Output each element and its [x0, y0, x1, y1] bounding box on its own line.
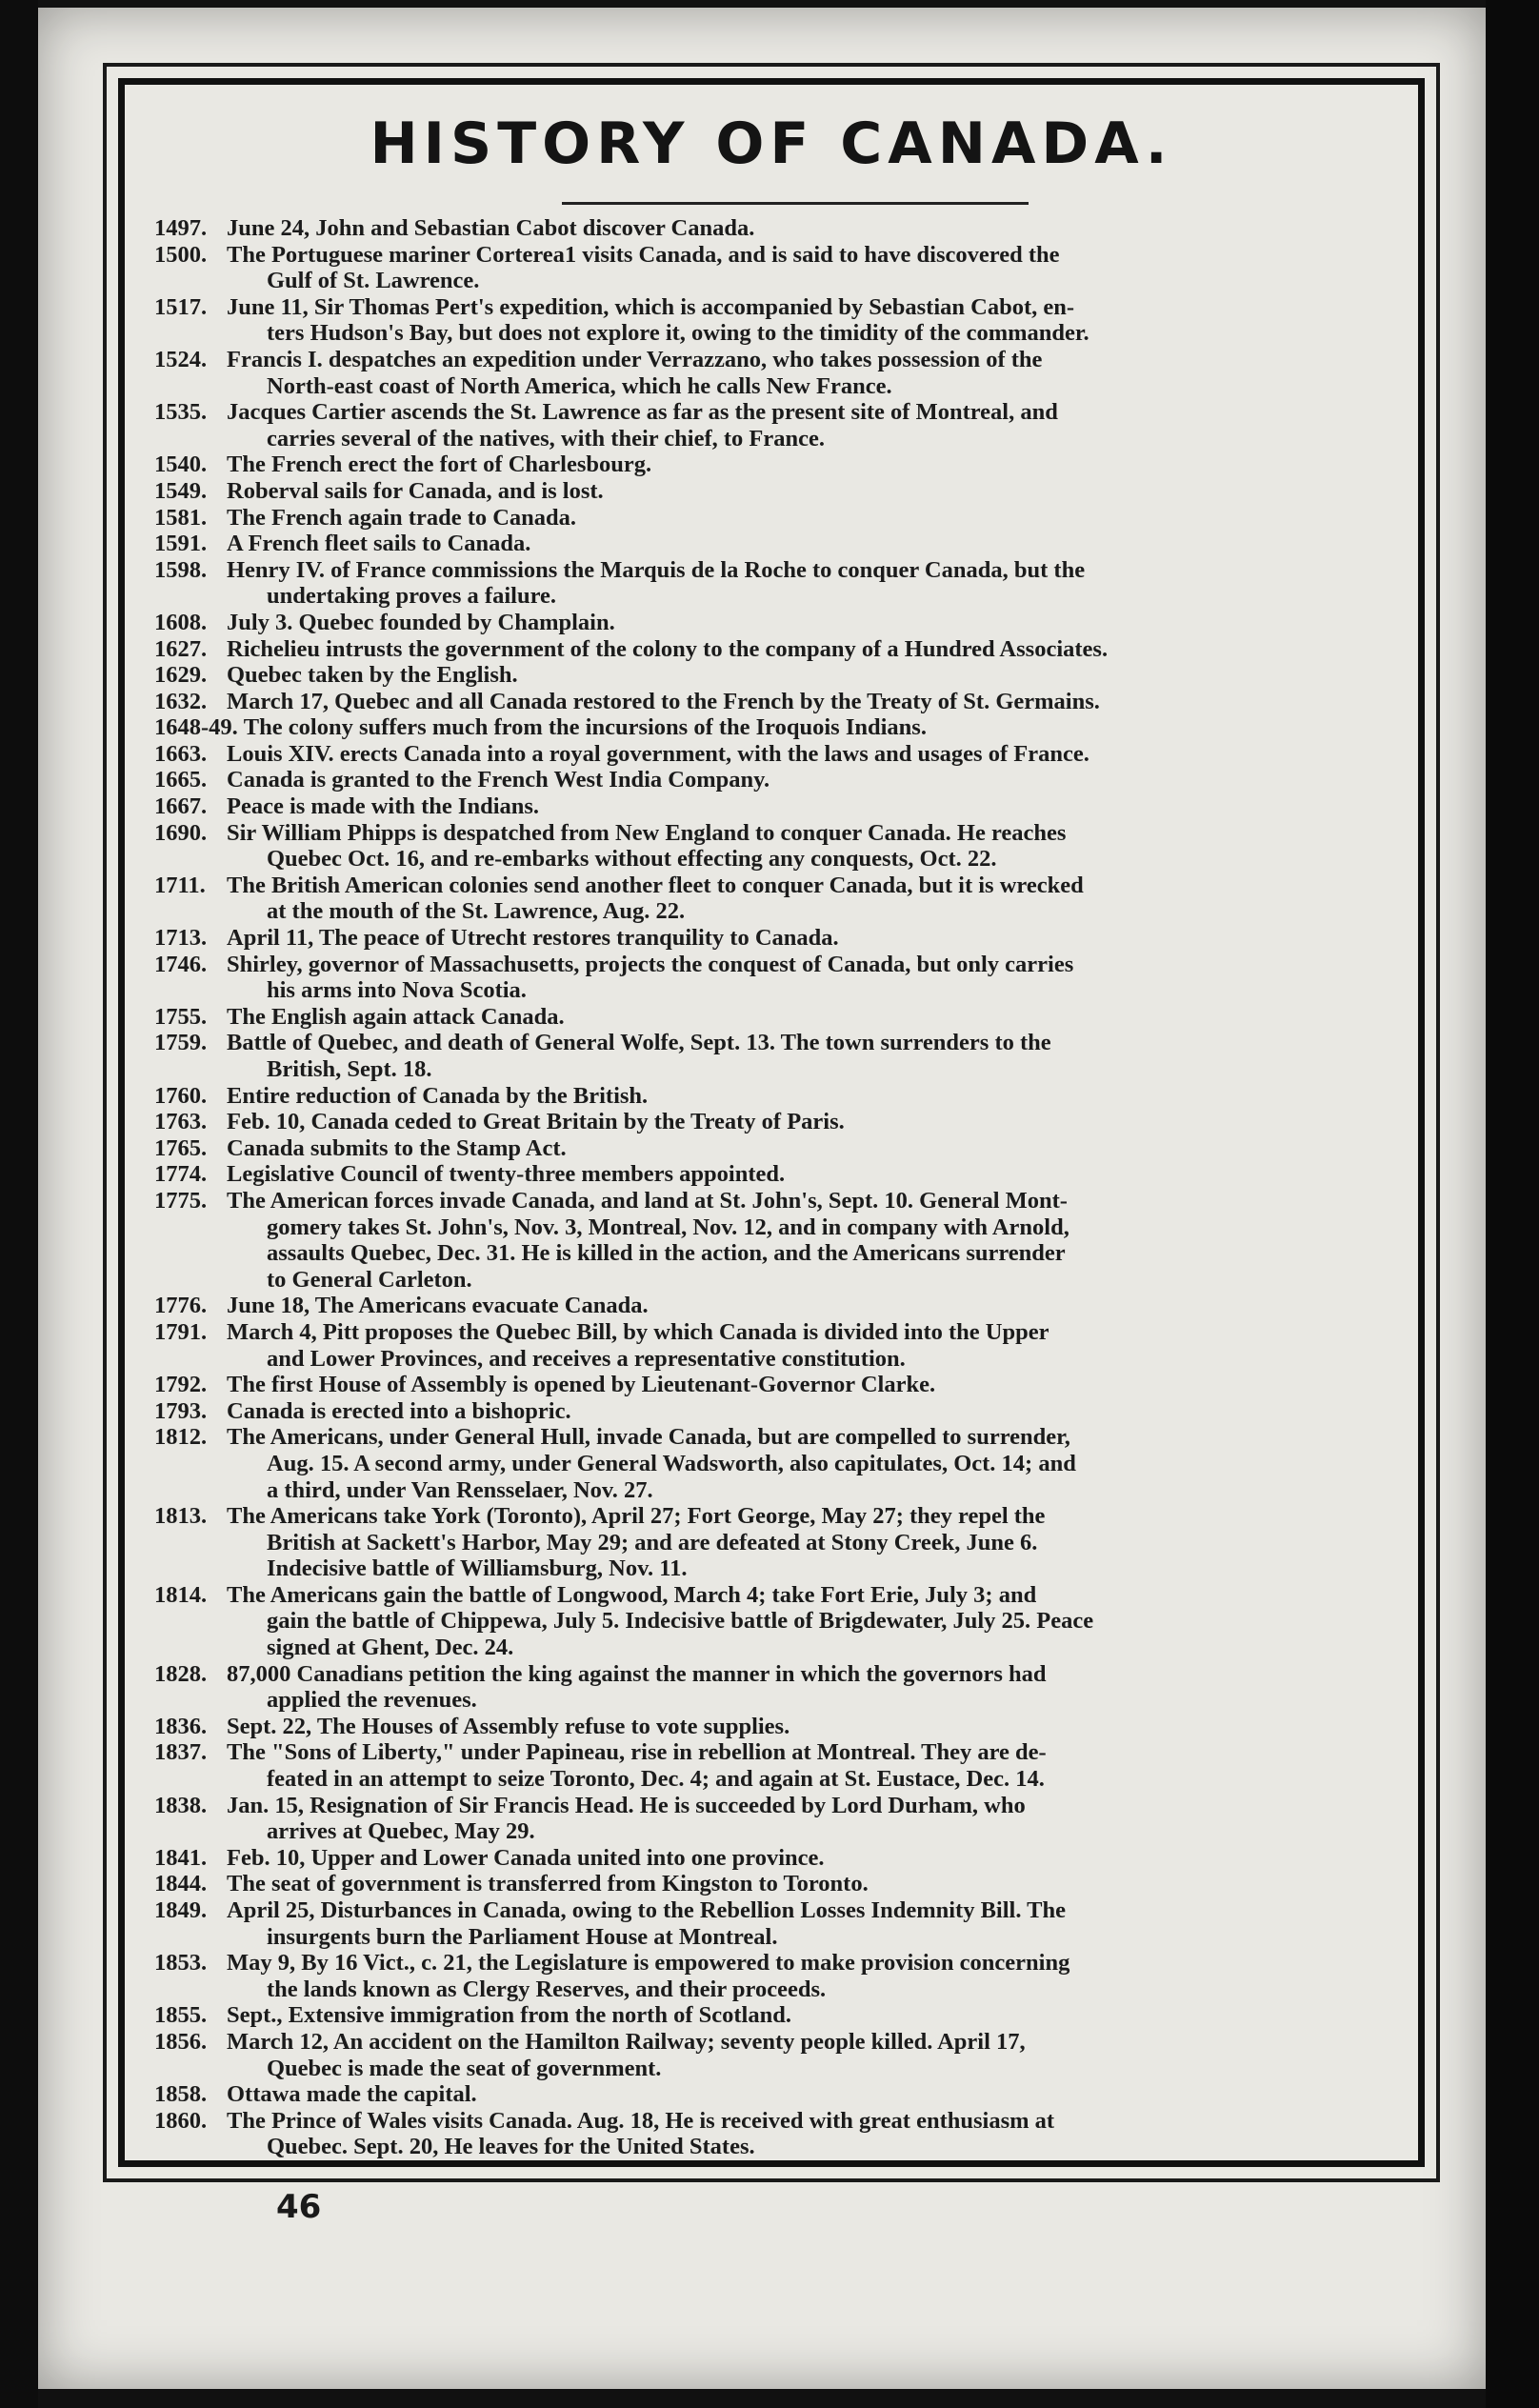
entry-year: 1581. [154, 504, 208, 531]
timeline-entry [154, 452, 1409, 478]
timeline-entry [154, 1871, 1409, 1897]
entry-text: Canada is erected into a bishopric. [227, 1397, 571, 1424]
entry-year: 1849. [154, 1897, 208, 1923]
entry-year: 1549. [154, 477, 208, 504]
entry-text-continued: assaults Quebec, Dec. 31. He is killed in the action, and the Americans surrender [267, 1240, 1066, 1267]
entry-year: 1793. [154, 1397, 208, 1424]
entry-text: Quebec taken by the English. [227, 662, 518, 689]
timeline-entry [154, 1004, 1409, 1031]
entry-text: Entire reduction of Canada by the British. [227, 1082, 649, 1109]
timeline-entry [154, 1030, 1409, 1082]
entry-year: 1856. [154, 2028, 208, 2055]
timeline-entry [154, 1503, 1409, 1582]
timeline-entry [154, 2029, 1409, 2081]
timeline-entry [154, 242, 1409, 294]
entry-year: 1791. [154, 1318, 208, 1345]
entry-year: 1713. [154, 925, 208, 952]
entry-text-continued: gain the battle of Chippewa, July 5. Indecisive battle of Brigdewater, July 25. Peace [267, 1608, 1094, 1635]
entry-text-continued: signed at Ghent, Dec. 24. [267, 1635, 514, 1661]
entry-year: 1760. [154, 1082, 208, 1109]
entry-text-continued: North-east coast of North America, which he calls New France. [267, 372, 892, 399]
timeline-entry [154, 557, 1409, 610]
entry-year: 1517. [154, 293, 208, 320]
entry-year: 1860. [154, 2107, 208, 2134]
entry-year: 1497. [154, 215, 208, 241]
entry-year: 1524. [154, 346, 208, 372]
entry-year: 1841. [154, 1844, 208, 1871]
timeline-entry [154, 1319, 1409, 1372]
entry-text: The seat of government is transferred from Kingston to Toronto. [227, 1871, 869, 1897]
entry-text: May 9, By 16 Vict., c. 21, the Legislature is empowered to make provision concerning [227, 1950, 1070, 1977]
entry-text-continued: Quebec. Sept. 20, He leaves for the United States. [267, 2134, 755, 2160]
timeline-entry [154, 2002, 1409, 2029]
entry-text-continued: Quebec Oct. 16, and re-embarks without effecting any conquests, Oct. 22. [267, 846, 997, 873]
entry-year: 1858. [154, 2081, 208, 2108]
timeline-entry [154, 662, 1409, 689]
entry-year: 1828. [154, 1660, 208, 1687]
entry-text: Sept. 22, The Houses of Assembly refuse to vote supplies. [227, 1713, 790, 1739]
timeline-entry [154, 531, 1409, 557]
entry-text-continued: the lands known as Clergy Reserves, and their proceeds. [267, 1976, 827, 2002]
entry-text: July 3. Quebec founded by Champlain. [227, 609, 615, 635]
entry-year: 1765. [154, 1134, 208, 1161]
entry-text-continued: insurgents burn the Parliament House at Montreal. [267, 1923, 778, 1950]
entry-year: 1776. [154, 1293, 208, 1319]
entry-year: 1667. [154, 793, 208, 820]
entry-text: Jan. 15, Resignation of Sir Francis Head. He is succeeded by Lord Durham, who [227, 1792, 1026, 1818]
timeline-entry [154, 1083, 1409, 1110]
timeline-entry [154, 505, 1409, 532]
timeline-entry [154, 689, 1409, 715]
entry-text: Henry IV. of France commissions the Marquis de la Roche to conquer Canada, but the [227, 556, 1086, 583]
entry-text: Louis XIV. erects Canada into a royal government, with the laws and usages of France. [227, 740, 1089, 767]
entry-year: 1608. [154, 609, 208, 635]
entry-year: 1632. [154, 688, 208, 714]
entry-text: The British American colonies send another fleet to conquer Canada, but it is wrecked [227, 872, 1084, 898]
entry-year: 1591. [154, 531, 208, 557]
entry-text: The colony suffers much from the incursions of the Iroquois Indians. [243, 714, 927, 741]
entry-year: 1598. [154, 556, 208, 583]
timeline-entry [154, 347, 1409, 399]
entry-text: The Americans gain the battle of Longwood, March 4; take Fort Erie, July 3; and [227, 1581, 1037, 1608]
entry-text-continued: British, Sept. 18. [267, 1056, 432, 1082]
entry-text: March 12, An accident on the Hamilton Railway; seventy people killed. April 17, [227, 2028, 1026, 2055]
page-title: HISTORY OF CANADA. [370, 110, 1173, 177]
entry-text: Jacques Cartier ascends the St. Lawrence as far as the present site of Montreal, and [227, 399, 1058, 426]
entry-year: 1535. [154, 399, 208, 426]
timeline-entry [154, 1739, 1409, 1792]
title-rule [562, 202, 1029, 205]
entry-text: March 4, Pitt proposes the Quebec Bill, by which Canada is divided into the Upper [227, 1318, 1049, 1345]
timeline-entry [154, 1950, 1409, 2002]
timeline-entry [154, 2081, 1409, 2108]
timeline-entry [154, 741, 1409, 768]
entry-text-continued: Indecisive battle of Williamsburg, Nov. 11. [267, 1555, 688, 1582]
entry-text: Sir William Phipps is despatched from New England to conquer Canada. He reaches [227, 819, 1067, 846]
entry-text-continued: carries several of the natives, with their chief, to France. [267, 425, 826, 452]
scan-margin-left [0, 0, 38, 2408]
timeline-entry [154, 610, 1409, 636]
entry-text: The English again attack Canada. [227, 1003, 565, 1030]
entry-text-continued: applied the revenues. [267, 1687, 477, 1714]
timeline-entry [154, 1135, 1409, 1162]
scan-margin-right [1486, 0, 1539, 2408]
entry-year: 1755. [154, 1003, 208, 1030]
entry-text: Richelieu intrusts the government of the colony to the company of a Hundred Associates. [227, 635, 1109, 662]
entry-text-continued: and Lower Provinces, and receives a representative constitution. [267, 1345, 906, 1372]
entry-year: 1813. [154, 1503, 208, 1530]
entry-text: Peace is made with the Indians. [227, 793, 540, 820]
entry-year: 1663. [154, 740, 208, 767]
timeline-entry [154, 636, 1409, 663]
entry-year: 1711. [154, 872, 206, 898]
entry-year: 1855. [154, 2002, 208, 2029]
entry-year: 1774. [154, 1161, 208, 1188]
entry-text-continued: arrives at Quebec, May 29. [267, 1818, 535, 1845]
entry-text: Ottawa made the capital. [227, 2081, 477, 2108]
timeline-entry [154, 2108, 1409, 2160]
timeline-entry [154, 1398, 1409, 1425]
timeline-entry [154, 1661, 1409, 1714]
entry-year: 1746. [154, 951, 208, 977]
entry-year: 1629. [154, 662, 208, 689]
entry-text: The French erect the fort of Charlesbourg. [227, 452, 652, 478]
entry-text-continued: his arms into Nova Scotia. [267, 977, 527, 1004]
timeline-entry [154, 1293, 1409, 1319]
entry-text: The French again trade to Canada. [227, 504, 577, 531]
entry-year: 1853. [154, 1950, 208, 1977]
entry-text: Francis I. despatches an expedition under Verrazzano, who takes possession of the [227, 346, 1043, 372]
timeline-entry [154, 714, 1409, 741]
entry-text: Shirley, governor of Massachusetts, projects the conquest of Canada, but only carries [227, 951, 1074, 977]
entry-text: March 17, Quebec and all Canada restored to the French by the Treaty of St. Germains. [227, 688, 1100, 714]
timeline-entry [154, 1793, 1409, 1845]
timeline-entry [154, 793, 1409, 820]
entry-text-continued: ters Hudson's Bay, but does not explore it, owing to the timidity of the commander. [267, 320, 1089, 347]
entry-text: April 11, The peace of Utrecht restores tranquility to Canada. [227, 925, 839, 952]
entry-text-continued: Aug. 15. A second army, under General Wadsworth, also capitulates, Oct. 14; and [267, 1450, 1076, 1476]
entry-text: The Americans take York (Toronto), April 27; Fort George, May 27; they repel the [227, 1503, 1046, 1530]
entry-text: The "Sons of Liberty," under Papineau, rise in rebellion at Montreal. They are de- [227, 1739, 1047, 1766]
timeline-entry [154, 767, 1409, 793]
entry-year: 1627. [154, 635, 208, 662]
entry-text-continued: feated in an attempt to seize Toronto, Dec. 4; and again at St. Eustace, Dec. 14. [267, 1766, 1045, 1793]
entry-text: Battle of Quebec, and death of General Wolfe, Sept. 13. The town surrenders to the [227, 1030, 1051, 1056]
entry-year: 1792. [154, 1372, 208, 1398]
entry-year: 1836. [154, 1713, 208, 1739]
entry-year: 1814. [154, 1581, 208, 1608]
entry-text-continued: Quebec is made the seat of government. [267, 2055, 662, 2081]
entry-year: 1763. [154, 1109, 208, 1135]
entry-text: Legislative Council of twenty-three members appointed. [227, 1161, 786, 1188]
timeline-entry [154, 1897, 1409, 1950]
entry-text: Canada submits to the Stamp Act. [227, 1134, 567, 1161]
timeline-entry [154, 1372, 1409, 1398]
entry-text-continued: at the mouth of the St. Lawrence, Aug. 22. [267, 898, 686, 925]
entry-text: The first House of Assembly is opened by Lieutenant-Governor Clarke. [227, 1372, 936, 1398]
timeline-entry [154, 478, 1409, 505]
entry-text-continued: Gulf of St. Lawrence. [267, 268, 480, 294]
entry-text: The American forces invade Canada, and land at St. John's, Sept. 10. General Mont- [227, 1187, 1068, 1214]
timeline-entry [154, 399, 1409, 452]
entry-text-continued: British at Sackett's Harbor, May 29; and are defeated at Stony Creek, June 6. [267, 1529, 1038, 1555]
timeline-entry [154, 1424, 1409, 1503]
entry-year: 1812. [154, 1424, 208, 1451]
entry-text: June 18, The Americans evacuate Canada. [227, 1293, 649, 1319]
entry-text: June 11, Sir Thomas Pert's expedition, which is accompanied by Sebastian Cabot, en- [227, 293, 1075, 320]
entry-year: 1540. [154, 452, 208, 478]
entry-text-continued: a third, under Van Rensselaer, Nov. 27. [267, 1476, 653, 1503]
timeline-list [154, 215, 1409, 2160]
entry-text-continued: to General Carleton. [267, 1266, 472, 1293]
entry-year: 1690. [154, 819, 208, 846]
entry-text: The Prince of Wales visits Canada. Aug. 18, He is received with great enthusiasm at [227, 2107, 1055, 2134]
entry-year: 1838. [154, 1792, 208, 1818]
entry-text: Roberval sails for Canada, and is lost. [227, 477, 604, 504]
entry-text: A French fleet sails to Canada. [227, 531, 531, 557]
timeline-entry [154, 925, 1409, 952]
entry-text: Canada is granted to the French West India Company. [227, 767, 770, 793]
entry-text: 87,000 Canadians petition the king against the manner in which the governors had [227, 1660, 1047, 1687]
entry-text-continued: gomery takes St. John's, Nov. 3, Montreal, Nov. 12, and in company with Arnold, [267, 1214, 1069, 1240]
entry-year: 1500. [154, 241, 208, 268]
timeline-entry [154, 873, 1409, 925]
entry-year: 1759. [154, 1030, 208, 1056]
entry-text-continued: undertaking proves a failure. [267, 583, 557, 610]
entry-year: 1844. [154, 1871, 208, 1897]
entry-year: 1837. [154, 1739, 208, 1766]
timeline-entry [154, 215, 1409, 242]
timeline-entry [154, 1188, 1409, 1293]
timeline-entry [154, 1161, 1409, 1188]
entry-text: April 25, Disturbances in Canada, owing to the Rebellion Losses Indemnity Bill. The [227, 1897, 1066, 1923]
entry-text: June 24, John and Sebastian Cabot discover Canada. [227, 215, 755, 241]
entry-year: 1648-49. [154, 714, 238, 741]
timeline-entry [154, 1845, 1409, 1872]
timeline-entry [154, 1109, 1409, 1135]
entry-text: Feb. 10, Upper and Lower Canada united into one province. [227, 1844, 825, 1871]
entry-text: Sept., Extensive immigration from the north of Scotland. [227, 2002, 791, 2029]
timeline-entry [154, 952, 1409, 1004]
entry-year: 1665. [154, 767, 208, 793]
entry-text: The Portuguese mariner Corterea1 visits Canada, and is said to have discovered the [227, 241, 1060, 268]
entry-text: Feb. 10, Canada ceded to Great Britain by the Treaty of Paris. [227, 1109, 845, 1135]
timeline-entry [154, 294, 1409, 347]
timeline-entry [154, 1714, 1409, 1740]
timeline-entry [154, 820, 1409, 873]
entry-text: The Americans, under General Hull, invade Canada, but are compelled to surrender, [227, 1424, 1070, 1451]
entry-year: 1775. [154, 1187, 208, 1214]
timeline-entry [154, 1582, 1409, 1661]
page-number: 46 [276, 2188, 322, 2226]
